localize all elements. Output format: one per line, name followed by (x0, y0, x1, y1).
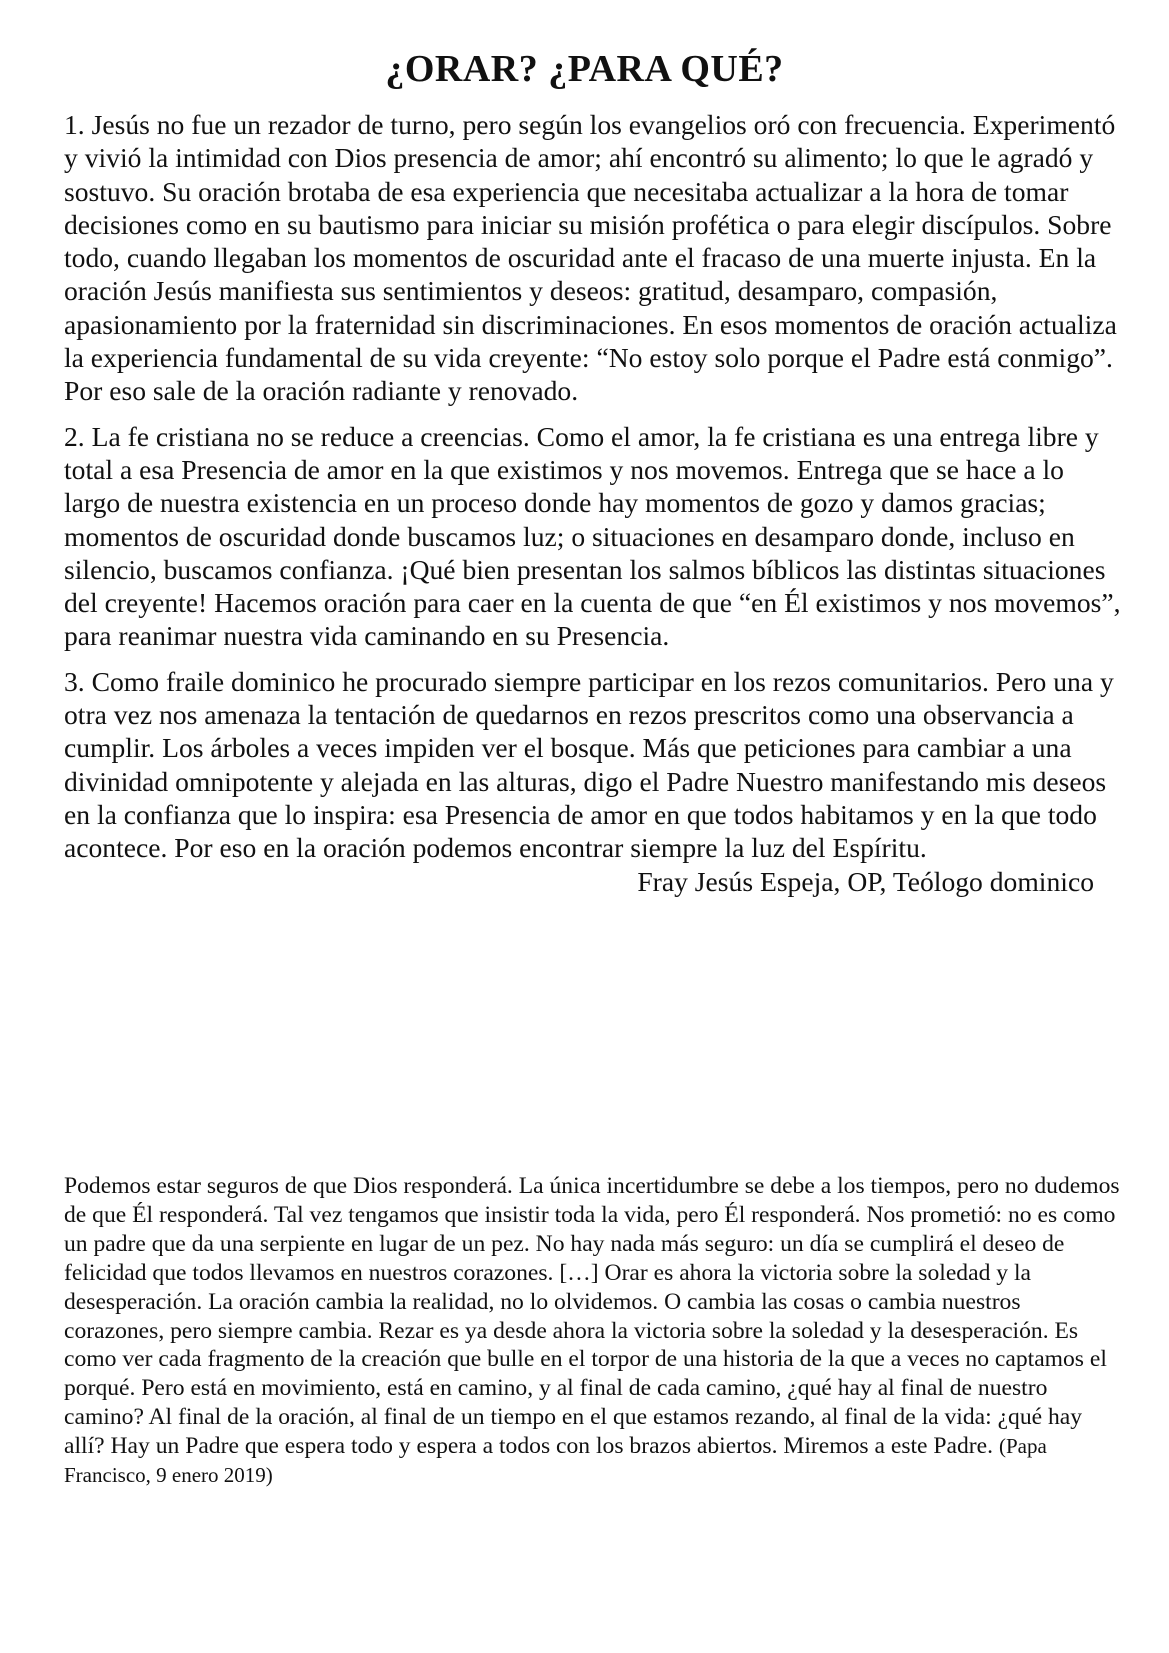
author-signature: Fray Jesús Espeja, OP, Teólogo dominico (637, 865, 1094, 897)
paragraph-3: 3. Como fraile dominico he procurado siempre participar en los rezos comunitarios. Pero una y otra vez nos amenaza la tentación de quedarnos en rezos prescritos como una observancia a cumplir. Los árboles a veces impiden ver el bosque. Más que peticiones para cambiar a una divinidad omnipotente y alejada en las alturas, digo el Padre Nuestro manifestando mis deseos en la confianza que lo inspira: esa Presencia de amor en que todos habitamos y en la que todo acontece. Por eso en la oración podemos encontrar siempre la luz del Espíritu. (64, 665, 1114, 864)
quote-attribution: (Papa Francisco, 9 enero 2019) (64, 1434, 1047, 1488)
pope-quote (64, 1172, 1124, 1490)
article-body (64, 108, 1124, 910)
page-title: ¿ORAR? ¿PARA QUÉ? (385, 48, 784, 90)
paragraph-1: 1. Jesús no fue un rezador de turno, pero según los evangelios oró con frecuencia. Experimentó y vivió la intimidad con Dios presencia de amor; ahí encontró su alimento; lo que le agradó y sostuvo. Su oración brotaba de esa experiencia que necesitaba actualizar a la hora de tomar decisiones como en su bautismo para iniciar su misión profética o para elegir discípulos. Sobre todo, cuando llegaban los momentos de oscuridad ante el fracaso de una muerte injusta. En la oración Jesús manifiesta sus sentimientos y deseos: gratitud, desamparo, compasión, apasionamiento por la fraternidad sin discriminaciones. En esos momentos de oración actualiza la experiencia fundamental de su vida creyente: “No estoy solo porque el Padre está conmigo”. Por eso sale de la oración radiante y renovado. (64, 109, 1117, 407)
paragraph-2: 2. La fe cristiana no se reduce a creencias. Como el amor, la fe cristiana es una entrega libre y total a esa Presencia de amor en la que existimos y nos movemos. Entrega que se hace a lo largo de nuestra existencia en un proceso donde hay momentos de gozo y damos gracias; momentos de oscuridad donde buscamos luz; o situaciones en desamparo donde, incluso en silencio, buscamos confianza. ¡Qué bien presentan los salmos bíblicos las distintas situaciones del creyente! Hacemos oración para caer en la cuenta de que “en Él existimos y nos movemos”, para reanimar nuestra vida caminando en su Presencia. (64, 420, 1121, 652)
quote-text: Podemos estar seguros de que Dios responderá. La única incertidumbre se debe a los tiempos, pero no dudemos de que Él responderá. Tal vez tengamos que insistir toda la vida, pero Él responderá. Nos prometió: no es como un padre que da una serpiente en lugar de un pez. No hay nada más seguro: un día se cumplirá el deseo de felicidad que todos llevamos en nuestros corazones. […] Orar es ahora la victoria sobre la soledad y la desesperación. La oración cambia la realidad, no lo olvidemos. O cambia las cosas o cambia nuestros corazones, pero siempre cambia. Rezar es ya desde ahora la victoria sobre la soledad y la desesperación. Es como ver cada fragmento de la creación que bulle en el torpor de una historia de la que a veces no captamos el porqué. Pero está en movimiento, está en camino, y al final de cada camino, ¿qué hay al final de nuestro camino? Al final de la oración, al final de un tiempo en el que estamos rezando, al final de la vida: ¿qué hay allí? Hay un Padre que espera todo y espera a todos con los brazos abiertos. Miremos a este Padre. (64, 1173, 1120, 1460)
